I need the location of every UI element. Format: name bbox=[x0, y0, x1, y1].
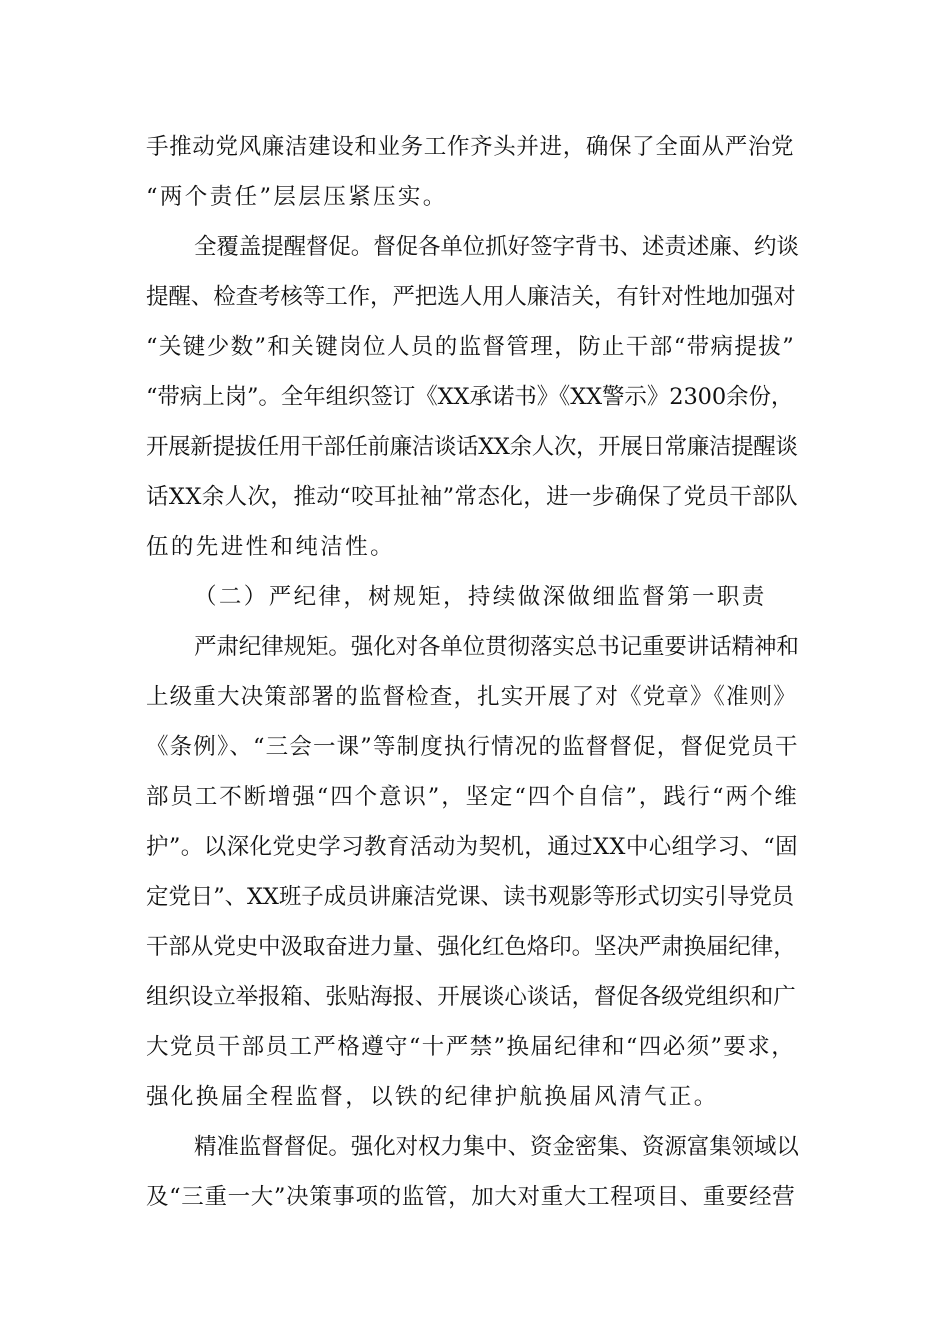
text-line: 开展新提拔任用干部任前廉洁谈话XX余人次，开展日常廉洁提醒谈 bbox=[146, 434, 798, 460]
text-line: 及“三重一大”决策事项的监管，加大对重大工程项目、重要经营 bbox=[146, 1184, 796, 1210]
text-line: 干部从党史中汲取奋进力量、强化红色烙印。坚决严肃换届纪律， bbox=[146, 934, 796, 960]
text-line: 部员工不断增强“四个意识”，坚定“四个自信”，践行“两个维 bbox=[146, 784, 799, 810]
text-line: 上级重大决策部署的监督检查，扎实开展了对《党章》《准则》 bbox=[146, 684, 797, 710]
text-line: “关键少数”和关键岗位人员的监督管理，防止干部“带病提拔” bbox=[146, 334, 796, 360]
paragraph-first-line: 精准监督督促。强化对权力集中、资金密集、资源富集领域以 bbox=[194, 1134, 799, 1160]
text-line: 提醒、检查考核等工作，严把选人用人廉洁关，有针对性地加强对 bbox=[146, 284, 796, 310]
text-line: 《条例》、“三会一课”等制度执行情况的监督督促，督促党员干 bbox=[146, 734, 799, 760]
text-line: “两个责任”层层压紧压实。 bbox=[146, 184, 448, 210]
text-line: “带病上岗”。全年组织签订《XX承诺书》《XX警示》2300余份， bbox=[146, 384, 794, 410]
section-heading: （二）严纪律，树规矩，持续做深做细监督第一职责 bbox=[194, 584, 767, 610]
text-line: 手推动党风廉洁建设和业务工作齐头并进，确保了全面从严治党 bbox=[146, 134, 795, 160]
text-line: 强化换届全程监督，以铁的纪律护航换届风清气正。 bbox=[146, 1084, 719, 1110]
text-line: 护”。以深化党史学习教育活动为契机，通过XX中心组学习、“固 bbox=[146, 834, 799, 860]
text-line: 组织设立举报箱、张贴海报、开展谈心谈话，督促各级党组织和广 bbox=[146, 984, 796, 1010]
text-line: 话XX余人次，推动“咬耳扯袖”常态化，进一步确保了党员干部队 bbox=[146, 484, 799, 510]
text-line: 伍的先进性和纯洁性。 bbox=[146, 534, 396, 560]
paragraph-first-line: 严肃纪律规矩。强化对各单位贯彻落实总书记重要讲话精神和 bbox=[194, 634, 799, 660]
text-line: 大党员干部员工严格遵守“十严禁”换届纪律和“四必须”要求， bbox=[146, 1034, 796, 1060]
paragraph-first-line: 全覆盖提醒督促。督促各单位抓好签字背书、述责述廉、约谈 bbox=[194, 234, 799, 260]
text-line: 定党日”、XX班子成员讲廉洁党课、读书观影等形式切实引导党员 bbox=[146, 884, 795, 910]
